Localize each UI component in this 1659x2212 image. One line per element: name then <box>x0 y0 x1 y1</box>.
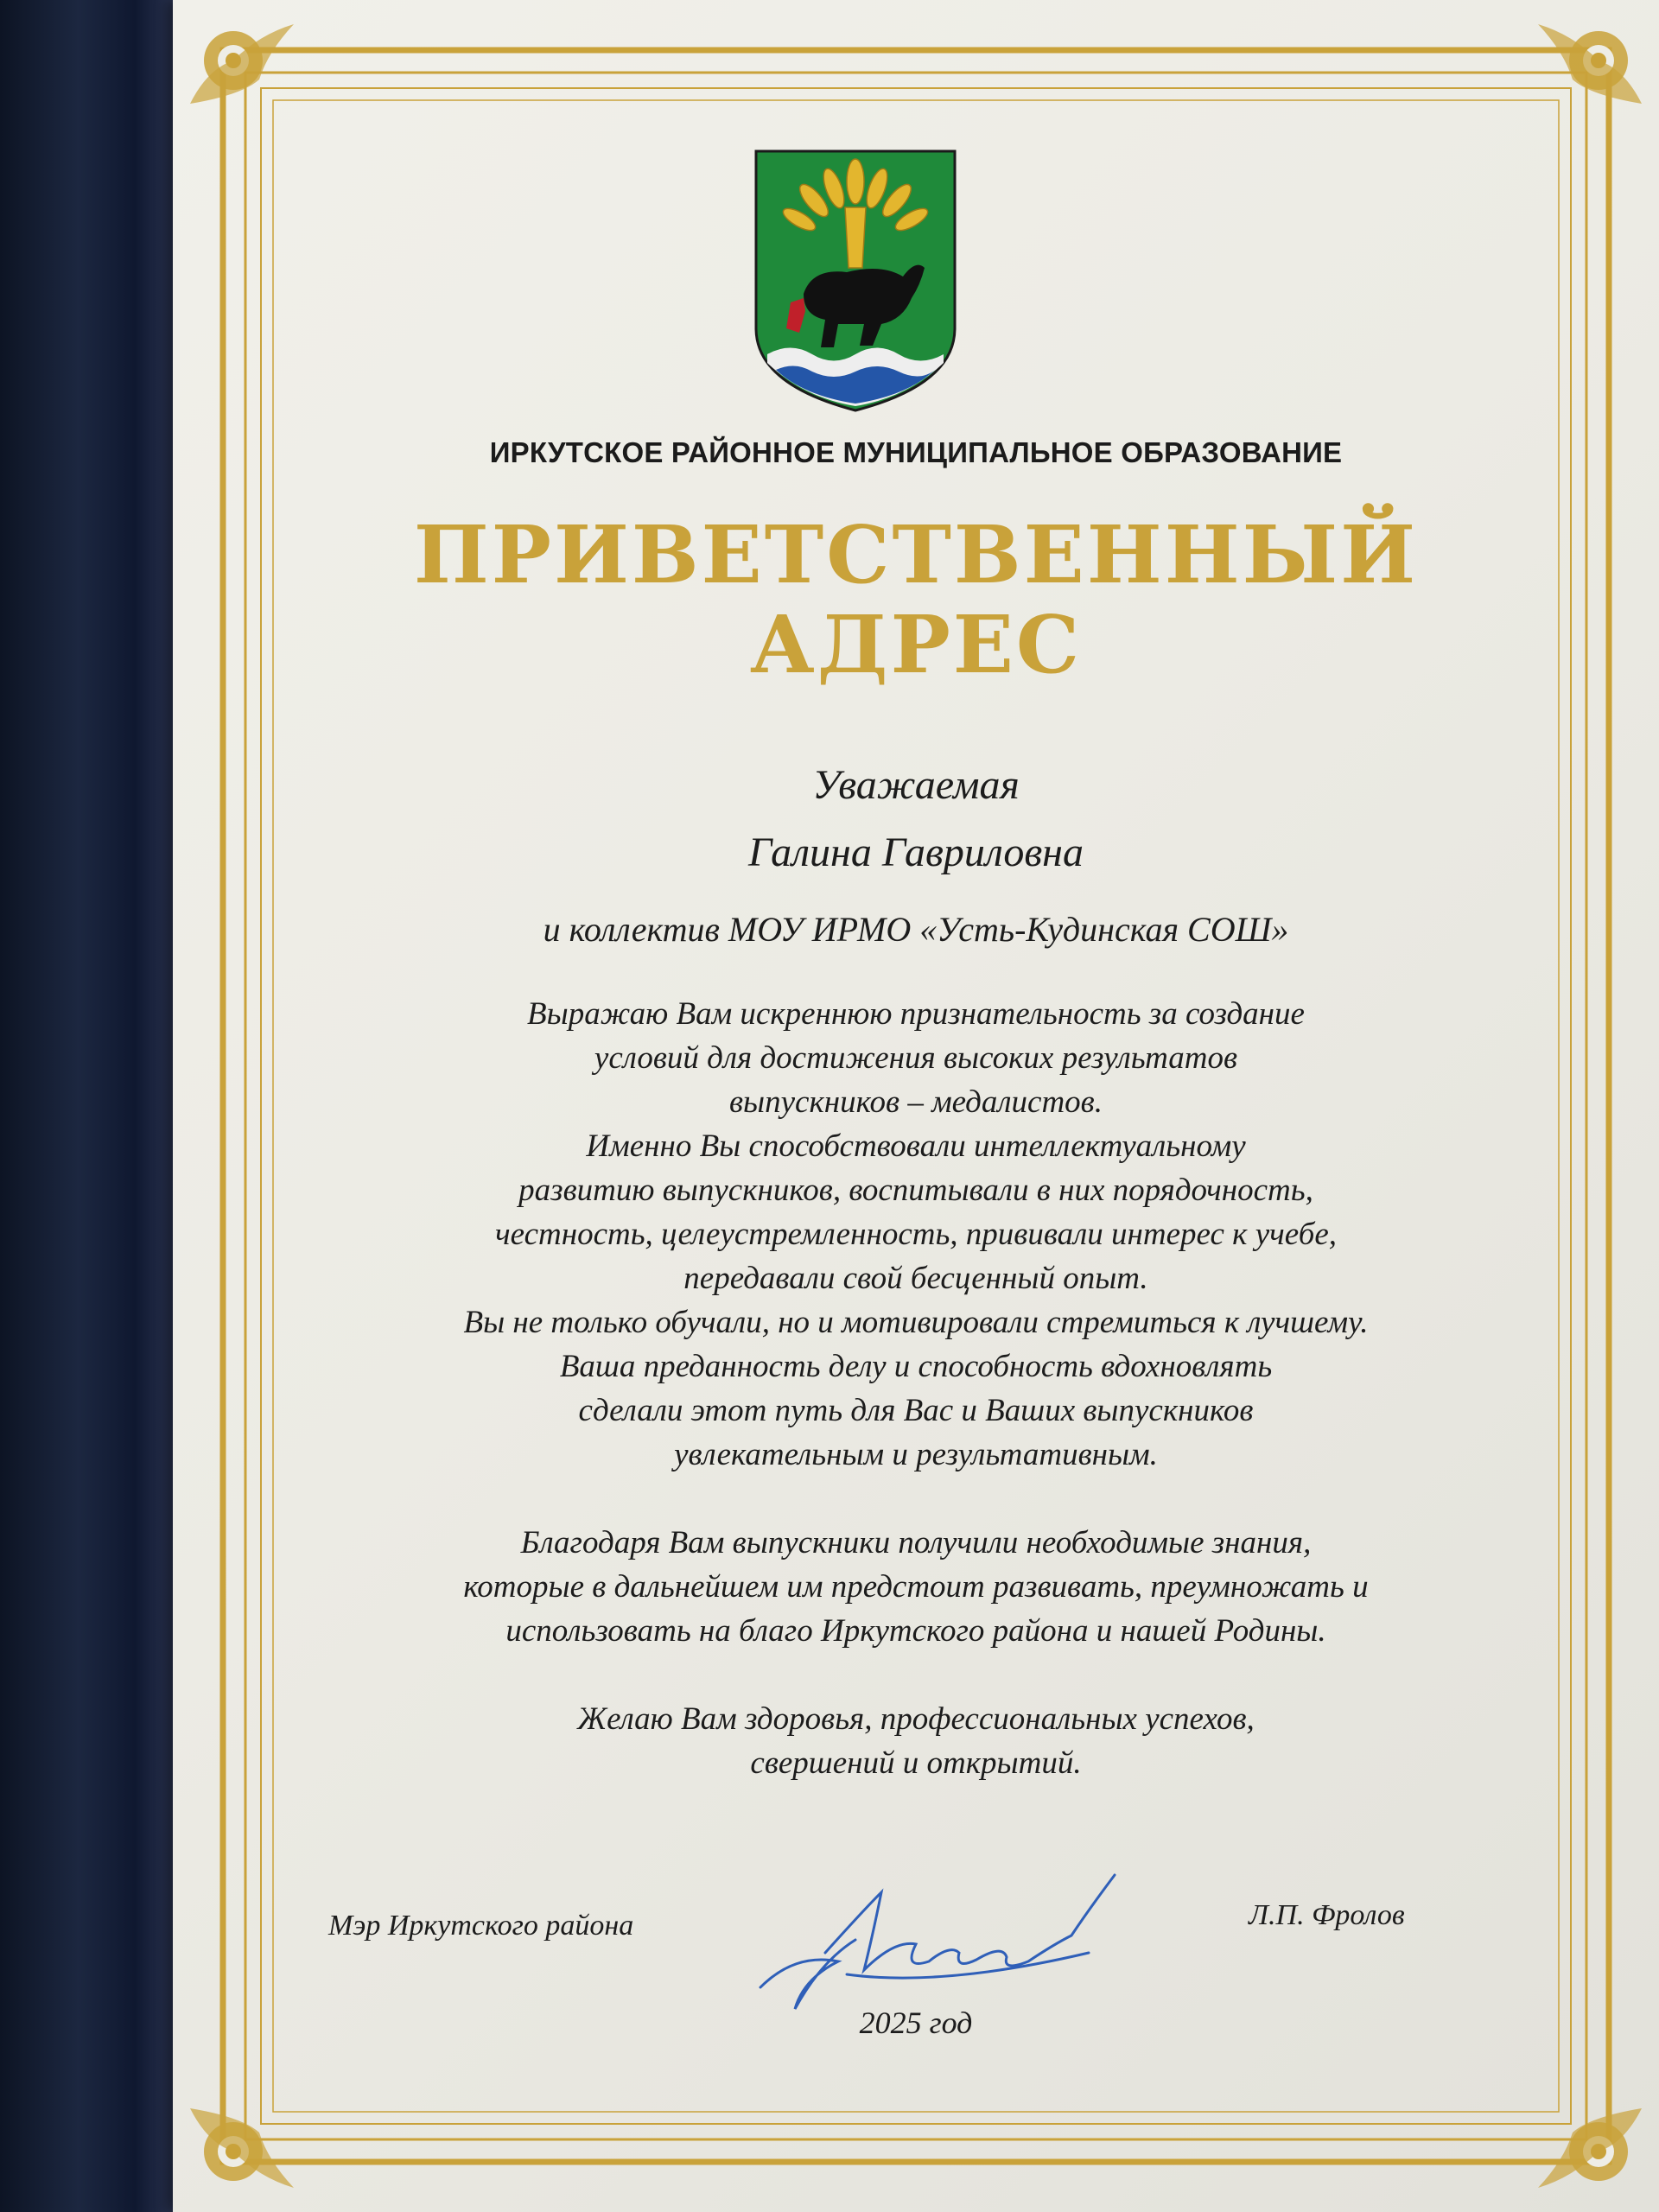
body-line: Выражаю Вам искреннюю признательность за создание <box>527 996 1305 1032</box>
body-line: развитию выпускников, воспитывали в них порядочность, <box>518 1173 1313 1208</box>
salutation-line-2: Галина Гавриловна <box>748 830 1084 875</box>
mayor-name: Л.П. Фролов <box>1249 1899 1405 1931</box>
body-line: Благодаря Вам выпускники получили необходимые знания, <box>520 1525 1312 1560</box>
paragraph-1 <box>173 992 1659 1477</box>
paragraph-3 <box>173 1697 1659 1785</box>
paragraph-2 <box>173 1521 1659 1653</box>
corner-ornament-icon <box>190 2108 294 2188</box>
body-line: Ваша преданность делу и способность вдохновлять <box>559 1349 1273 1384</box>
body-line: увлекательным и результативным. <box>674 1437 1158 1472</box>
body-line: свершений и открытий. <box>750 1745 1082 1781</box>
body-line: честность, целеустремленность, прививали интерес к учебе, <box>494 1217 1337 1252</box>
title-line-1: ПРИВЕТСТВЕННЫЙ <box>413 508 1419 601</box>
body-text <box>173 992 1659 1829</box>
body-line: которые в дальнейшем им предстоит развивать, преумножать и <box>463 1569 1369 1605</box>
salutation <box>173 752 1659 887</box>
salutation-line-1: Уважаемая <box>812 762 1020 808</box>
body-line: сделали этот путь для Вас и Ваших выпускников <box>578 1393 1254 1428</box>
corner-ornament-icon <box>1538 2108 1642 2188</box>
body-line: Вы не только обучали, но и мотивировали стремиться к лучшему. <box>463 1305 1369 1340</box>
certificate-sheet <box>173 0 1659 2212</box>
body-line: использовать на благо Иркутского района и нашей Родины. <box>505 1613 1326 1649</box>
document-year: 2025 год <box>859 2005 973 2040</box>
body-line: передавали свой бесценный опыт. <box>683 1261 1148 1296</box>
document-title <box>173 510 1659 690</box>
body-line: условий для достижения высоких результатов <box>594 1040 1238 1076</box>
addressee-line: и коллектив МОУ ИРМО «Усть-Кудинская СОШ» <box>543 910 1289 949</box>
body-line: выпускников – медалистов. <box>728 1084 1103 1120</box>
body-line: Желаю Вам здоровья, профессиональных успехов, <box>577 1701 1255 1737</box>
coat-of-arms-icon <box>752 147 959 415</box>
title-line-2: АДРЕС <box>749 598 1083 691</box>
issuer-heading: ИРКУТСКОЕ РАЙОННОЕ МУНИЦИПАЛЬНОЕ ОБРАЗОВАНИЕ <box>489 436 1343 468</box>
corner-ornament-icon <box>190 24 294 104</box>
body-line: Именно Вы способствовали интеллектуальному <box>586 1128 1246 1164</box>
mayor-label: Мэр Иркутского района <box>328 1910 634 1942</box>
corner-ornament-icon <box>1538 24 1642 104</box>
